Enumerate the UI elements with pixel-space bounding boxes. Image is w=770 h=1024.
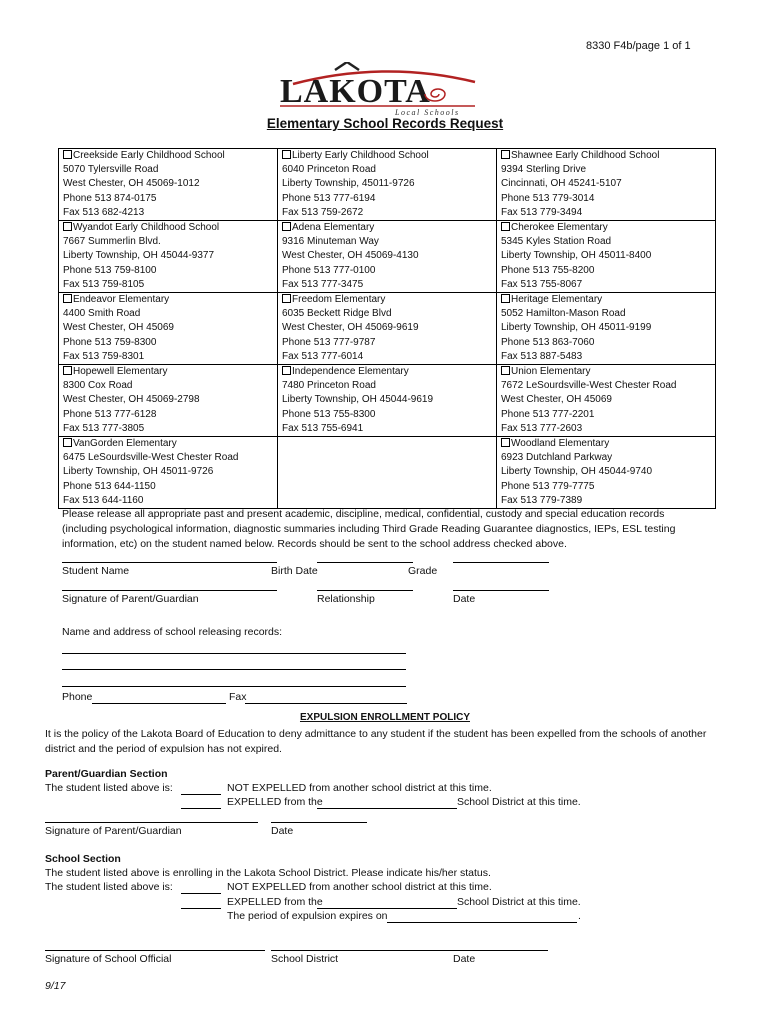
- school-city: Cincinnati, OH 45241-5107: [501, 178, 622, 190]
- school-name-line: [63, 293, 277, 307]
- school-row: [59, 437, 716, 509]
- student-name-line[interactable]: [62, 562, 277, 563]
- school-phone: Phone 513 755-8300: [282, 408, 376, 420]
- form-number: 8330 F4b/page 1 of 1: [586, 40, 691, 52]
- releasing-school-label: Name and address of school releasing records:: [62, 626, 283, 638]
- school-name-line: [282, 293, 496, 307]
- school-phone: Phone 513 863-7060: [501, 336, 595, 348]
- student-name-label: Student Name: [62, 565, 130, 577]
- school-checkbox[interactable]: [501, 222, 510, 231]
- school-cell: [59, 365, 278, 437]
- school-row: [59, 149, 716, 221]
- school-address: 6475 LeSourdsville-West Chester Road: [63, 452, 239, 464]
- school-name: Heritage Elementary: [511, 294, 603, 306]
- school-address: 7672 LeSourdsville-West Chester Road: [501, 380, 677, 392]
- school-name-line: [501, 149, 715, 163]
- fax-label: Fax: [229, 691, 247, 703]
- school-fax: Fax 513 777-2603: [501, 422, 583, 434]
- school-address: 9394 Sterling Drive: [501, 164, 587, 176]
- date-line[interactable]: [453, 590, 549, 591]
- school-city: West Chester, OH 45069: [501, 394, 612, 406]
- school-name: Liberty Early Childhood School: [292, 150, 429, 161]
- school-expelled-district-line[interactable]: [317, 908, 457, 909]
- school-phone: Phone 513 759-8100: [63, 264, 157, 276]
- school-city: West Chester, OH 45069: [63, 322, 174, 334]
- school-name: Endeavor Elementary: [73, 294, 170, 306]
- school-name-line: [282, 149, 496, 163]
- school-phone: Phone 513 874-0175: [63, 192, 157, 204]
- school-name: Union Elementary: [511, 366, 591, 378]
- school-cell: [278, 365, 497, 437]
- school-checkbox[interactable]: [63, 294, 72, 303]
- school-phone: Phone 513 777-9787: [282, 336, 376, 348]
- school-address: 7667 Summerlin Blvd.: [63, 236, 161, 248]
- school-fax: Fax 513 777-3805: [63, 422, 145, 434]
- logo-tagline: Local Schools: [395, 108, 460, 117]
- date-label: Date: [453, 593, 476, 605]
- school-table: [58, 148, 716, 509]
- school-cell: [278, 437, 497, 509]
- school-checkbox[interactable]: [501, 366, 510, 375]
- school-checkbox[interactable]: [282, 222, 291, 231]
- policy-text: It is the policy of the Lakota Board of Education to deny admittance to any student if the student has been expelled from the schools of another district and the period of expulsion has not expired.: [45, 728, 707, 755]
- school-name: Shawnee Early Childhood School: [511, 150, 660, 161]
- school-city: Liberty Township, OH 45011-9199: [501, 322, 652, 334]
- school-checkbox[interactable]: [501, 150, 510, 159]
- school-fax: Fax 513 759-8301: [63, 350, 145, 362]
- school-city: Liberty Township, OH 45044-9377: [63, 250, 215, 262]
- school-cell: [59, 437, 278, 509]
- school-checkbox[interactable]: [282, 150, 291, 159]
- birth-date-line[interactable]: [317, 562, 413, 563]
- school-city: West Chester, OH 45069-9619: [282, 322, 419, 334]
- school-address: 7480 Princeton Road: [282, 380, 376, 392]
- school-phone: Phone 513 777-0100: [282, 264, 376, 276]
- school-city: West Chester, OH 45069-2798: [63, 394, 200, 406]
- school-name: Cherokee Elementary: [511, 222, 608, 234]
- school-fax: Fax 513 755-6941: [282, 422, 364, 434]
- school-fax: Fax 513 682-4213: [63, 206, 145, 218]
- parent-status-intro: The student listed above is:: [45, 782, 173, 794]
- parent-not-expelled-blank[interactable]: [181, 794, 221, 795]
- parent-signature-line[interactable]: [62, 590, 277, 591]
- school-name-line: [63, 365, 277, 379]
- grade-line[interactable]: [453, 562, 549, 563]
- school-name-line: [282, 365, 496, 379]
- school-phone: Phone 513 644-1150: [63, 480, 156, 492]
- school-checkbox[interactable]: [63, 366, 72, 375]
- school-address: 5052 Hamilton-Mason Road: [501, 308, 626, 320]
- school-cell: [497, 437, 716, 509]
- school-checkbox[interactable]: [63, 438, 72, 447]
- school-name: Wyandot Early Childhood School: [73, 222, 220, 234]
- parent-expelled-district-line[interactable]: [317, 808, 457, 809]
- school-not-expelled-blank[interactable]: [181, 893, 221, 894]
- school-name-line: [501, 293, 715, 307]
- school-fax: Fax 513 777-3475: [282, 278, 364, 290]
- school-name-line: [501, 437, 715, 451]
- parent-policy-date-label: Date: [271, 825, 294, 837]
- school-phone: Phone 513 777-2201: [501, 408, 595, 420]
- parent-expelled-suffix: School District at this time.: [457, 796, 581, 808]
- releasing-school-line-1[interactable]: [62, 653, 406, 654]
- phone-line[interactable]: [92, 703, 226, 704]
- school-name-line: [501, 221, 715, 235]
- school-city: Liberty Township, 45011-9726: [282, 178, 415, 190]
- school-district-date-line[interactable]: [271, 950, 548, 951]
- school-district-label: School District: [271, 953, 339, 965]
- school-address: 9316 Minuteman Way: [282, 236, 379, 248]
- school-checkbox[interactable]: [501, 294, 510, 303]
- school-name: Hopewell Elementary: [73, 366, 168, 378]
- school-address: 6040 Princeton Road: [282, 164, 376, 176]
- school-city: Liberty Township, OH 45011-9726: [63, 466, 214, 478]
- school-fax: Fax 513 887-5483: [501, 350, 583, 362]
- school-fax: Fax 513 759-8105: [63, 278, 145, 290]
- school-checkbox[interactable]: [501, 438, 510, 447]
- school-checkbox[interactable]: [282, 294, 291, 303]
- school-name: VanGorden Elementary: [73, 438, 177, 450]
- school-cell: [497, 293, 716, 365]
- school-cell: [59, 221, 278, 293]
- school-name: Woodland Elementary: [511, 438, 610, 450]
- school-address: 5070 Tylersville Road: [63, 164, 159, 176]
- school-cell: [497, 149, 716, 221]
- fax-line[interactable]: [245, 703, 407, 704]
- school-phone: Phone 513 755-8200: [501, 264, 595, 276]
- school-name: Adena Elementary: [292, 222, 375, 234]
- school-city: West Chester, OH 45069-4130: [282, 250, 419, 262]
- school-city: Liberty Township, OH 45011-8400: [501, 250, 652, 262]
- school-name: Independence Elementary: [292, 366, 409, 378]
- page-title: Elementary School Records Request: [266, 116, 504, 131]
- school-cell: [278, 221, 497, 293]
- school-status-intro: The student listed above is:: [45, 881, 173, 893]
- school-fax: Fax 513 644-1160: [63, 494, 144, 506]
- school-checkbox[interactable]: [63, 150, 72, 159]
- school-cell: [59, 293, 278, 365]
- school-cell: [278, 293, 497, 365]
- school-phone: Phone 513 759-8300: [63, 336, 157, 348]
- policy-title: EXPULSION ENROLLMENT POLICY: [299, 712, 470, 723]
- school-phone: Phone 513 777-6128: [63, 408, 157, 420]
- revision-date: 9/17: [45, 980, 66, 992]
- school-expelled-blank[interactable]: [181, 908, 221, 909]
- parent-signature-policy-line[interactable]: [45, 822, 258, 823]
- school-name-line: [282, 221, 496, 235]
- school-address: 6035 Beckett Ridge Blvd: [282, 308, 392, 320]
- school-expelled-prefix: EXPELLED from the: [227, 896, 323, 908]
- parent-section-heading: Parent/Guardian Section: [45, 768, 168, 780]
- school-row: [59, 221, 716, 293]
- school-row: [59, 365, 716, 437]
- school-expelled-suffix: School District at this time.: [457, 896, 581, 908]
- parent-signature-policy-label: Signature of Parent/Guardian: [45, 825, 182, 837]
- releasing-school-line-2[interactable]: [62, 669, 406, 670]
- parent-not-expelled-text: NOT EXPELLED from another school district at this time.: [227, 782, 492, 794]
- school-address: 8300 Cox Road: [63, 380, 133, 392]
- school-name-line: [63, 437, 277, 451]
- school-cell: [497, 365, 716, 437]
- school-city: Liberty Township, OH 45044-9619: [282, 394, 434, 406]
- lakota-logo: [275, 62, 490, 117]
- school-cell: [278, 149, 497, 221]
- expulsion-period-prefix: The period of expulsion expires on: [227, 910, 388, 922]
- school-official-signature-line[interactable]: [45, 950, 265, 951]
- school-address: 6923 Dutchland Parkway: [501, 452, 613, 464]
- school-checkbox[interactable]: [63, 222, 72, 231]
- school-cell: [59, 149, 278, 221]
- school-name: Creekside Early Childhood School: [73, 150, 225, 161]
- school-name: Freedom Elementary: [292, 294, 386, 306]
- relationship-line[interactable]: [317, 590, 413, 591]
- release-paragraph: Please release all appropriate past and present academic, discipline, medical, confidential, custody and special education records (including psychological information, diagnostic summaries including Third Grade Reading Guarantee diagnostics, IEPs, ESL testing information, etc) on the student named below. Records should be sent to the school address checked above.: [62, 508, 676, 550]
- school-section-date-label: Date: [453, 953, 476, 965]
- school-fax: Fax 513 779-3494: [501, 206, 583, 218]
- phone-label: Phone: [62, 691, 93, 703]
- releasing-school-line-3[interactable]: [62, 686, 406, 687]
- parent-expelled-blank[interactable]: [181, 808, 221, 809]
- school-name-line: [63, 221, 277, 235]
- school-name-line: [501, 365, 715, 379]
- school-fax: Fax 513 759-2672: [282, 206, 364, 218]
- expulsion-period-line[interactable]: [387, 922, 577, 923]
- relationship-label: Relationship: [317, 593, 375, 605]
- school-phone: Phone 513 779-3014: [501, 192, 595, 204]
- school-phone: Phone 513 779-7775: [501, 480, 595, 492]
- school-row: [59, 293, 716, 365]
- school-fax: Fax 513 777-6014: [282, 350, 364, 362]
- school-official-signature-label: Signature of School Official: [45, 953, 172, 965]
- school-status-intro-line: The student listed above is enrolling in the Lakota School District. Please indicate his/her status.: [45, 867, 491, 879]
- logo-name: LAKOTA: [280, 73, 431, 110]
- school-fax: Fax 513 755-8067: [501, 278, 583, 290]
- school-city: Liberty Township, OH 45044-9740: [501, 466, 653, 478]
- expulsion-period-suffix: .: [578, 910, 581, 922]
- school-checkbox[interactable]: [282, 366, 291, 375]
- parent-expelled-prefix: EXPELLED from the: [227, 796, 323, 808]
- school-address: 4400 Smith Road: [63, 308, 141, 320]
- school-not-expelled-text: NOT EXPELLED from another school district at this time.: [227, 881, 492, 893]
- school-phone: Phone 513 777-6194: [282, 192, 376, 204]
- school-cell: [497, 221, 716, 293]
- parent-signature-label: Signature of Parent/Guardian: [62, 593, 199, 605]
- grade-label: Grade: [408, 565, 438, 577]
- school-section-heading: School Section: [45, 853, 121, 865]
- school-name-line: [63, 149, 277, 163]
- birth-date-label: Birth Date: [271, 565, 318, 577]
- school-address: 5345 Kyles Station Road: [501, 236, 612, 248]
- school-fax: Fax 513 779-7389: [501, 494, 583, 506]
- school-city: West Chester, OH 45069-1012: [63, 178, 200, 190]
- parent-policy-date-line[interactable]: [271, 822, 367, 823]
